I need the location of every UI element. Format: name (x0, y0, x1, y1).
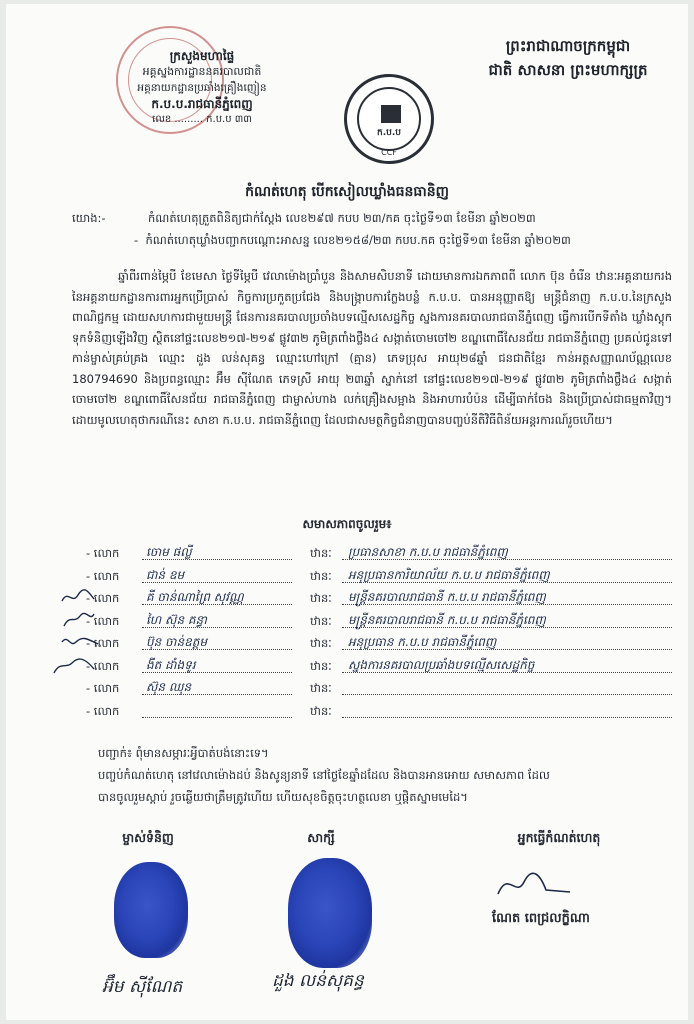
member-name: ងីត ដាំងទូរ (146, 657, 196, 672)
position-label: ឋានៈ (310, 703, 332, 718)
member-row (66, 589, 686, 612)
member-position: ប្រធានសាខា ក.ប.ប រាជធានីភ្នំពេញ (348, 545, 508, 559)
ministry-line: លេខ ......... ក.ប.ប ៣៣ (152, 114, 252, 125)
references (72, 207, 672, 251)
reference-dash: - (134, 233, 146, 247)
member-row (66, 612, 686, 635)
position-label: ឋានៈ (310, 546, 332, 560)
member-row (66, 679, 686, 702)
position-label: ឋានៈ (310, 658, 332, 673)
member-row (66, 657, 686, 680)
member-row (66, 634, 686, 657)
ccf-logo (344, 74, 434, 164)
member-name: ប៊ុន ចាន់ឧត្តម (146, 635, 207, 649)
member-name: ចោម ផល្លី (146, 545, 192, 559)
witness-name: ដួង លន់សុគន្ធ (272, 971, 364, 991)
ministry-header (82, 48, 322, 128)
position-label: ឋានៈ (310, 568, 332, 583)
position-label: ឋានៈ (310, 636, 332, 650)
ministry-line: ក.ប.ប.រាជធានីភ្នំពេញ (151, 97, 253, 111)
logo-sub: CCF (381, 148, 397, 157)
position-dotted-line (342, 694, 672, 695)
member-row (66, 702, 686, 725)
member-position: មន្ត្រីនគរបាលរាជធានី ក.ប.ប រាជធានីភ្នំពេញ (348, 612, 546, 627)
recorder-label: អ្នកធ្វើកំណត់ហេតុ (517, 830, 601, 845)
position-label: ឋានៈ (310, 613, 332, 628)
member-row (66, 544, 686, 567)
member-name: ហៃ ស៊ុន គន្ធា (146, 612, 207, 627)
member-honorific: - លោក (86, 681, 120, 695)
reference-item: កំណត់ហេតុត្រួតពិនិត្យជាក់ស្តែង លេខ២៩៧ កបប ២៣/កគ ចុះថ្ងៃទី១៣ ខែមីនា ឆ្នាំ២០២៣ (148, 211, 536, 225)
member-name: ជាន់ ឧម (146, 567, 185, 582)
reference-item: កំណត់ហេតុឃ្លាំងបញ្ជាកបណ្ដោះអាសន្ន លេខ២១៥៨/២៣ កបប.កគ ចុះថ្ងៃទី១៣ ខែមីនា ឆ្នាំ២០២៣ (145, 233, 571, 247)
name-dotted-line (142, 717, 292, 718)
members-list (66, 544, 686, 724)
position-label: ឋានៈ (310, 681, 332, 695)
ministry-line: អគ្គនាយកដ្ឋានប្រឆាំងគ្រឿងញៀន (137, 82, 267, 94)
member-honorific: - លោក (86, 703, 120, 718)
member-honorific: - លោក (86, 613, 120, 628)
body-paragraph: ឆ្នាំពីរពាន់ម្ភៃបី ខែមេសា ថ្ងៃទីម្ភៃបី វេលាម៉ោងប្រាំបួន និងសាមសិបនាទី ដោយមានការឯកភាពពី លោក ប៊ុន ចំរើន ឋានៈអគ្គនាយករង នៃអគ្គនាយកដ្ឋានការពារអ្នកប្រើប្រាស់ កិច្ចការប្រកួតប្រជែង និងបង្ក្រាបការក្លែងបន្លំ ក.ប.ប. បានអនុញ្ញាតឱ្យ មន្ត្រីជំនាញ ក.ប.ប.នៃក្រសួងពាណិជ្ជកម្ម ដោយសហការជាមួយមន្ត្រី ផែនការនគរបាលប្រចាំងបទល្មើសសេដ្ឋកិច្ច ស្នងការនគរបាលរាជធានីភ្នំពេញ ធ្វើការបើកទីតាំង ឃ្លាំងស្តុកទុកទំនិញឡើងវិញ ស្ថិតនៅផ្ទះលេខ២១៧-២១៩ ផ្លូវ៣២ ភូមិត្រពាំងថ្លឹង៤ សង្កាត់ចោមចៅ២ ខណ្ឌពោធិ៍សែនជ័យ រាជធានីភ្នំពេញ ប្រគល់ជូនទៅកាន់ម្ចាស់គ្រប់គ្រង ឈ្មោះ ដួង លន់សុគន្ធ ឈ្មោះហៅក្រៅ (គ្មាន) ភេទប្រុស អាយុ២៨ឆ្នាំ ជនជាតិខ្មែរ កាន់អត្តសញ្ញាណប័ណ្ណលេខ 180794690 និងប្រពន្ធឈ្មោះ អ៊ឹម ស៊ីណែត ភេទស្រី អាយុ ២៣ឆ្នាំ ស្នាក់នៅ នៅផ្ទះលេខ២១៧-២១៩ ផ្លូវ៣២ ភូមិត្រពាំងថ្លឹង៤ សង្កាត់ចោមចៅ២ ខណ្ឌពោធិ៍សែនជ័យ រាជធានីភ្នំពេញ ជាម្ចាស់ហាង លក់គ្រឿងសម្អាង និងអាហារបំប៉ន ដើម្បីធាក់ចែង និងប្រើប្រាស់ជាធម្មតាវិញ។ ដោយមូលហេតុថាករណីនេះ សាខា ក.ប.ប. រាជធានីភ្នំពេញ ដែលជាសមត្ថកិច្ចជំនាញបានបញ្ចប់នីតិវិធីពិន័យអន្តរការណ៍រួចហើយ។ (72, 269, 672, 427)
ministry-line: ក្រសួងមហាផ្ទៃ (169, 49, 235, 63)
kingdom-line: ព្រះរាជាណាចក្រកម្ពុជា (505, 37, 631, 55)
recorder-name: ណែត ពេជ្រលក្ខិណា (492, 911, 590, 926)
member-honorific: - លោក (86, 546, 120, 560)
owner-thumbprint (114, 862, 188, 958)
closing-text (98, 742, 668, 808)
member-position: អនុប្រធានការិយាល័យ ក.ប.ប រាជធានីភ្នំពេញ (348, 567, 550, 582)
document-page (6, 4, 688, 1020)
temple-icon (381, 105, 401, 123)
member-honorific: - លោក (86, 636, 120, 650)
member-position: មន្ត្រីនគរបាលរាជធានី ក.ប.ប រាជធានីភ្នំពេញ (348, 590, 546, 604)
recorder-signature (494, 864, 574, 904)
owner-label: ម្ចាស់ទំនិញ (122, 830, 174, 845)
member-name: ស៊ុន ឈុន (146, 680, 192, 694)
member-honorific: - លោក (86, 591, 120, 605)
owner-name: អ៊ឹម ស៊ីណែត (102, 977, 183, 997)
ministry-line: អគ្គស្នងការដ្ឋាននគរបាលជាតិ (142, 65, 262, 78)
member-position: អនុប្រធាន ក.ប.ប រាជធានីភ្នំពេញ (348, 635, 497, 649)
closing-note: បញ្ជាក់៖ ពុំមានសម្ភារៈអ្វីបាត់បង់នោះទេ។ (98, 746, 269, 760)
member-name: គី ចាន់ណាព្រៃ សុវណ្ណ (146, 590, 244, 604)
position-label: ឋានៈ (310, 591, 332, 605)
reference-label: យោង:- (72, 211, 106, 225)
kingdom-motto: ជាតិ សាសនា ព្រះមហាក្សត្រ (488, 61, 648, 79)
logo-ring (357, 87, 421, 151)
committee-title: សមាសភាពចូលរួម៖ (302, 517, 392, 531)
member-position: ស្នងការនគរបាលប្រឆាំងបទល្មើសសេដ្ឋកិច្ច (348, 657, 535, 672)
closing-line: បញ្ចប់កំណត់ហេតុ នៅវេលាម៉ោងដប់ និងសូន្យនាទី នៅថ្ងៃខែឆ្នាំដដែល និងបានអានអោយ សមាសភាព ដែល (98, 768, 550, 782)
position-dotted-line (342, 717, 672, 718)
closing-line: បានចូលរួមស្តាប់ រួចឆ្លើយថាត្រឹមត្រូវហើយ ហើយសុខចិត្តចុះហត្ថលេខា ឬផ្តិតស្នាមមេដៃ។ (98, 790, 468, 804)
member-row (66, 567, 686, 590)
member-honorific: - លោក (86, 568, 120, 583)
witness-thumbprint (288, 858, 372, 968)
logo-abbr: ក.ប.ប (377, 128, 401, 138)
document-title: កំណត់ហេតុ បើកសៀលឃ្លាំងធនធានិញ (245, 184, 449, 200)
member-honorific: - លោក (86, 658, 120, 673)
witness-label: សាក្សី (307, 830, 335, 845)
kingdom-header (458, 34, 678, 82)
